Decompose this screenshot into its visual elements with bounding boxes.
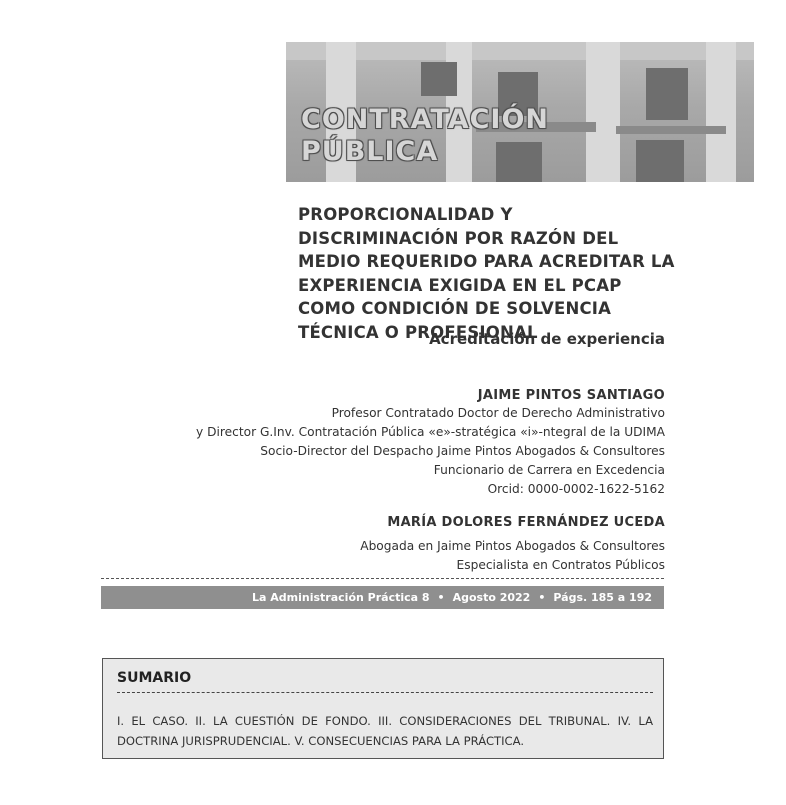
affiliation-line: Orcid: 0000-0002-1622-5162	[487, 482, 665, 496]
separator-line	[101, 578, 664, 579]
section-title	[301, 104, 549, 168]
affiliation-line: Abogada en Jaime Pintos Abogados & Consultores	[360, 539, 665, 553]
affiliation-line: y Director G.Inv. Contratación Pública «e»-stratégica «i»-ntegral de la UDIMA	[196, 425, 665, 439]
summary-box	[102, 658, 664, 759]
author-affiliations	[196, 404, 665, 499]
summary-text: I. EL CASO. II. LA CUESTIÓN DE FONDO. III. CONSIDERACIONES DEL TRIBUNAL. IV. LA DOCTRINA JURISPRUDENCIAL. V. CONSECUENCIAS PARA LA PRÁCTICA.	[117, 714, 653, 748]
affiliation-line: Profesor Contratado Doctor de Derecho Administrativo	[331, 406, 665, 420]
section-title-line-1: CONTRATACIÓN	[301, 104, 549, 135]
issue-date: Agosto 2022	[452, 591, 531, 604]
section-title-line-2: PÚBLICA	[301, 136, 439, 167]
author-name: MARÍA DOLORES FERNÁNDEZ UCEDA	[387, 515, 665, 530]
journal-name: La Administración Práctica 8	[252, 591, 430, 604]
affiliation-line: Funcionario de Carrera en Excedencia	[433, 463, 665, 477]
author-name: JAIME PINTOS SANTIAGO	[477, 388, 665, 403]
author-affiliations	[360, 537, 665, 575]
publication-ribbon	[101, 586, 664, 609]
summary-divider	[117, 692, 653, 693]
affiliation-line: Socio-Director del Despacho Jaime Pintos Abogados & Consultores	[260, 444, 665, 458]
bullet-separator: •	[437, 591, 445, 604]
article-title: PROPORCIONALIDAD Y DISCRIMINACIÓN POR RAZÓN DEL MEDIO REQUERIDO PARA ACREDITAR LA EXPERIENCIA EXIGIDA EN EL PCAP COMO CONDICIÓN DE SOLVENCIA TÉCNICA O PROFESIONAL	[298, 205, 675, 342]
article-subtitle: Acreditación de experiencia	[429, 330, 665, 348]
page-range: Págs. 185 a 192	[553, 591, 652, 604]
affiliation-line: Especialista en Contratos Públicos	[456, 558, 665, 572]
summary-heading: SUMARIO	[117, 670, 192, 686]
bullet-separator: •	[538, 591, 546, 604]
